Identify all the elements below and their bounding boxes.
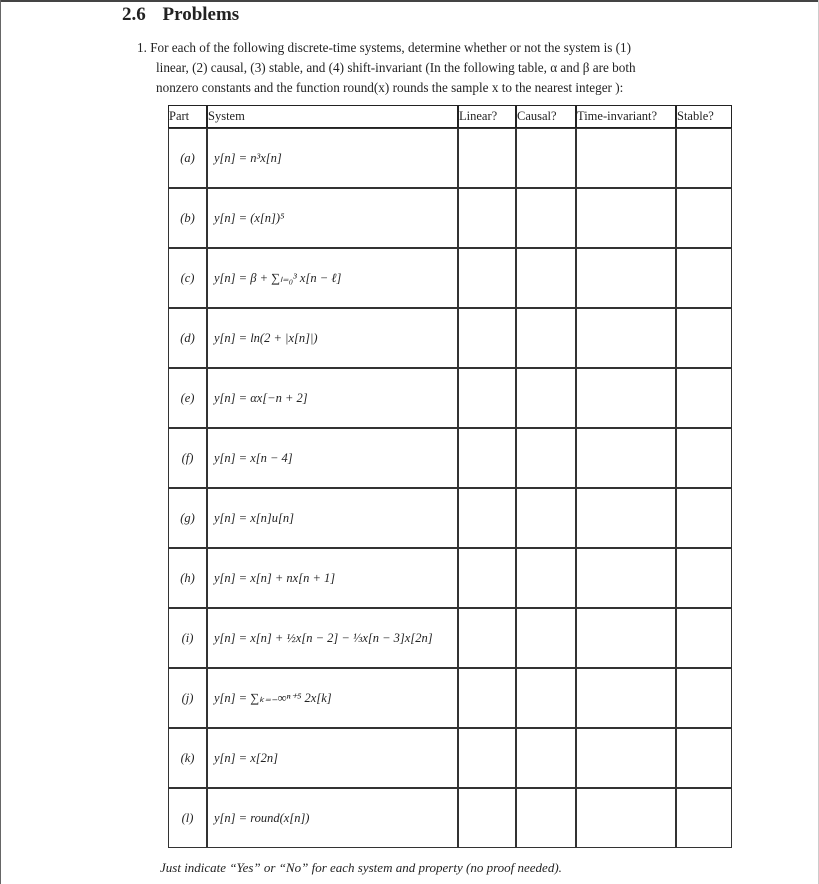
stable-answer-cell[interactable] [676, 788, 732, 848]
system-cell: y[n] = round(x[n]) [207, 788, 458, 848]
time-invariant-answer-cell[interactable] [576, 548, 676, 608]
table-row [168, 248, 732, 308]
header-stable: Stable? [676, 105, 732, 128]
header-part: Part [168, 105, 207, 128]
stable-answer-cell[interactable] [676, 668, 732, 728]
causal-answer-cell[interactable] [516, 188, 576, 248]
causal-answer-cell[interactable] [516, 428, 576, 488]
top-rule [0, 0, 819, 2]
system-cell: y[n] = ln(2 + |x[n]|) [207, 308, 458, 368]
time-invariant-answer-cell[interactable] [576, 608, 676, 668]
table-row [168, 548, 732, 608]
linear-answer-cell[interactable] [458, 308, 516, 368]
problem-line-1: For each of the following discrete-time systems, determine whether or not the system is (1) [150, 40, 632, 55]
part-cell: (k) [168, 728, 207, 788]
time-invariant-answer-cell[interactable] [576, 248, 676, 308]
table-row [168, 428, 732, 488]
problem-number: 1. [137, 40, 147, 55]
linear-answer-cell[interactable] [458, 368, 516, 428]
causal-answer-cell[interactable] [516, 548, 576, 608]
problem-line-2: linear, (2) causal, (3) stable, and (4) shift-invariant (In the following table, α and β are both [156, 60, 636, 76]
system-cell: y[n] = x[2n] [207, 728, 458, 788]
part-cell: (f) [168, 428, 207, 488]
systems-table [168, 105, 732, 848]
time-invariant-answer-cell[interactable] [576, 788, 676, 848]
linear-answer-cell[interactable] [458, 668, 516, 728]
linear-answer-cell[interactable] [458, 728, 516, 788]
table-row [168, 308, 732, 368]
stable-answer-cell[interactable] [676, 428, 732, 488]
part-cell: (a) [168, 128, 207, 188]
table-header-row [168, 105, 732, 128]
part-cell: (b) [168, 188, 207, 248]
linear-answer-cell[interactable] [458, 128, 516, 188]
system-cell: y[n] = (x[n])⁵ [207, 188, 458, 248]
causal-answer-cell[interactable] [516, 728, 576, 788]
table-row [168, 608, 732, 668]
stable-answer-cell[interactable] [676, 548, 732, 608]
causal-answer-cell[interactable] [516, 308, 576, 368]
part-cell: (i) [168, 608, 207, 668]
stable-answer-cell[interactable] [676, 728, 732, 788]
causal-answer-cell[interactable] [516, 788, 576, 848]
header-system: System [207, 105, 458, 128]
table-row [168, 728, 732, 788]
time-invariant-answer-cell[interactable] [576, 728, 676, 788]
header-linear: Linear? [458, 105, 516, 128]
section-heading [122, 4, 239, 26]
causal-answer-cell[interactable] [516, 248, 576, 308]
causal-answer-cell[interactable] [516, 668, 576, 728]
time-invariant-answer-cell[interactable] [576, 428, 676, 488]
time-invariant-answer-cell[interactable] [576, 308, 676, 368]
causal-answer-cell[interactable] [516, 488, 576, 548]
table-row [168, 368, 732, 428]
causal-answer-cell[interactable] [516, 128, 576, 188]
stable-answer-cell[interactable] [676, 128, 732, 188]
linear-answer-cell[interactable] [458, 428, 516, 488]
causal-answer-cell[interactable] [516, 368, 576, 428]
causal-answer-cell[interactable] [516, 608, 576, 668]
system-cell: y[n] = αx[−n + 2] [207, 368, 458, 428]
part-cell: (d) [168, 308, 207, 368]
system-cell: y[n] = x[n] + ½x[n − 2] − ⅓x[n − 3]x[2n] [207, 608, 458, 668]
linear-answer-cell[interactable] [458, 248, 516, 308]
stable-answer-cell[interactable] [676, 368, 732, 428]
left-rule [0, 0, 1, 884]
problem-statement [137, 38, 717, 99]
system-cell: y[n] = x[n − 4] [207, 428, 458, 488]
time-invariant-answer-cell[interactable] [576, 488, 676, 548]
time-invariant-answer-cell[interactable] [576, 188, 676, 248]
linear-answer-cell[interactable] [458, 788, 516, 848]
table-row [168, 128, 732, 188]
footnote: Just indicate “Yes” or “No” for each system and property (no proof needed). [160, 860, 562, 875]
linear-answer-cell[interactable] [458, 608, 516, 668]
section-number: 2.6 [122, 4, 146, 25]
part-cell: (l) [168, 788, 207, 848]
part-cell: (e) [168, 368, 207, 428]
time-invariant-answer-cell[interactable] [576, 368, 676, 428]
stable-answer-cell[interactable] [676, 248, 732, 308]
stable-answer-cell[interactable] [676, 488, 732, 548]
problem-line-3: nonzero constants and the function round(x) rounds the sample x to the nearest integer ): [156, 80, 624, 96]
header-causal: Causal? [516, 105, 576, 128]
system-cell: y[n] = ∑ₖ₌₋∞ⁿ⁺⁵ 2x[k] [207, 668, 458, 728]
linear-answer-cell[interactable] [458, 488, 516, 548]
table-row [168, 788, 732, 848]
system-cell: y[n] = x[n]u[n] [207, 488, 458, 548]
table-row [168, 668, 732, 728]
part-cell: (c) [168, 248, 207, 308]
table-row [168, 488, 732, 548]
header-time-invariant: Time-invariant? [576, 105, 676, 128]
section-title: Problems [162, 4, 240, 25]
time-invariant-answer-cell[interactable] [576, 128, 676, 188]
part-cell: (g) [168, 488, 207, 548]
stable-answer-cell[interactable] [676, 308, 732, 368]
system-cell: y[n] = n³x[n] [207, 128, 458, 188]
system-cell: y[n] = x[n] + nx[n + 1] [207, 548, 458, 608]
system-cell: y[n] = β + ∑ₗ₌₀³ x[n − ℓ] [207, 248, 458, 308]
table-row [168, 188, 732, 248]
part-cell: (j) [168, 668, 207, 728]
stable-answer-cell[interactable] [676, 188, 732, 248]
stable-answer-cell[interactable] [676, 608, 732, 668]
part-cell: (h) [168, 548, 207, 608]
time-invariant-answer-cell[interactable] [576, 668, 676, 728]
linear-answer-cell[interactable] [458, 548, 516, 608]
linear-answer-cell[interactable] [458, 188, 516, 248]
